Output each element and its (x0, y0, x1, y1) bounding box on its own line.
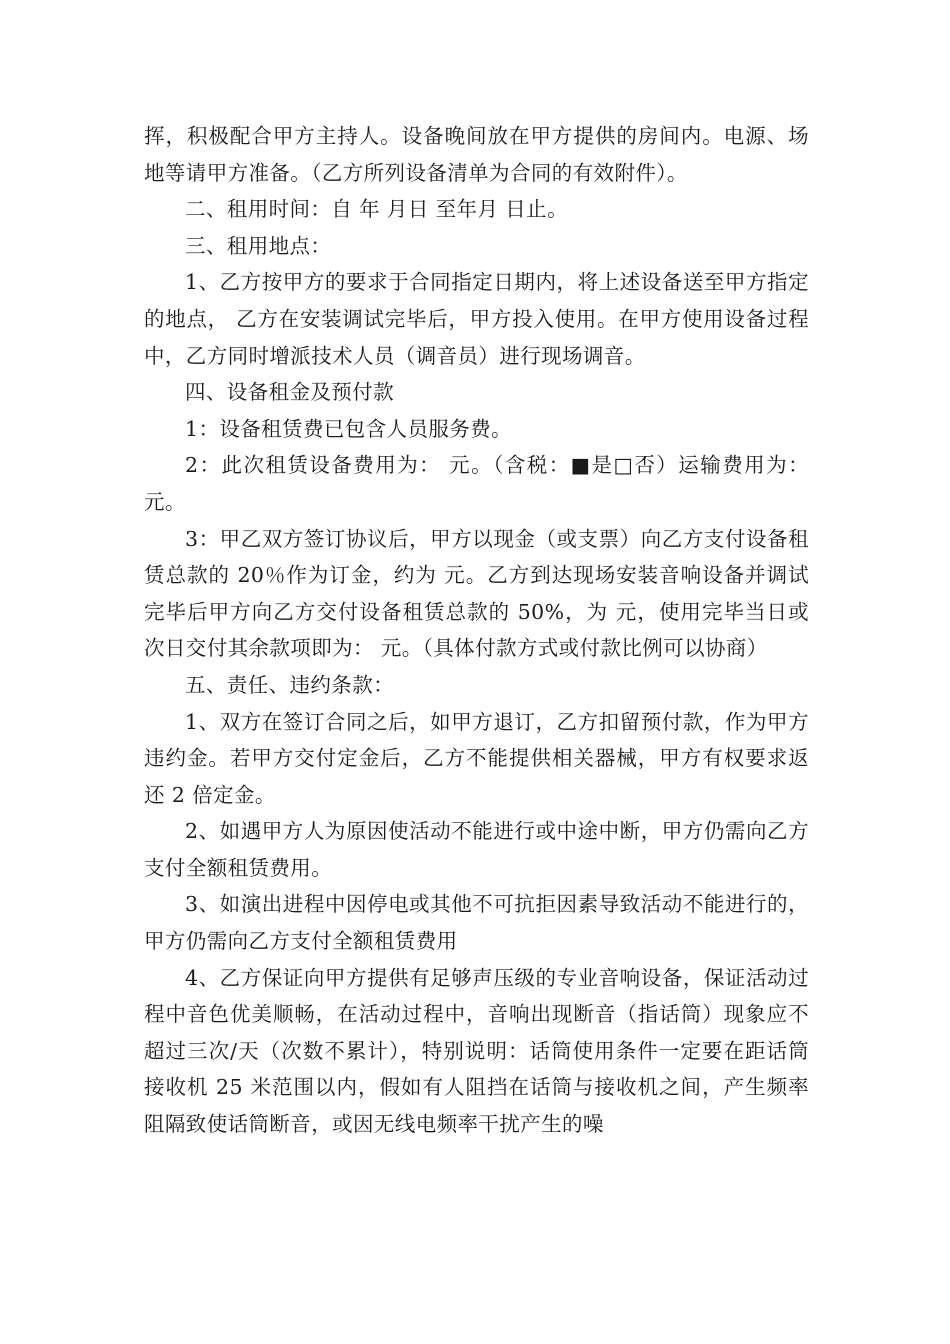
paragraph-force-majeure: 3、如演出进程中因停电或其他不可抗拒因素导致活动不能进行的， 甲方仍需向乙方支付全额租赁费用 (144, 892, 809, 954)
paragraph-sound-quality: 4、乙方保证向甲方提供有足够声压级的专业音响设备，保证活动过程中音色优美顺畅，在活动过程中，音响出现断音（指话筒）现象应不超过三次/天（次数不累计），特别说明：话筒使用条件一定要在距话筒接收机 25 米范围以内，假如有人阻挡在话筒与接收机之间，产生频率阻隔致使话筒断音，或因无线电频率干扰产生的噪 (144, 965, 809, 1137)
document-body (144, 118, 809, 1143)
heading-rental-location: 三、租用地点： (185, 233, 332, 258)
paragraph-delivery-installation: 1、乙方按甲方的要求于合同指定日期内，将上述设备送至甲方指定的地点， 乙方在安装调试完毕后，甲方投入使用。在甲方使用设备过程中，乙方同时增派技术人员（调音员）进行现场调音。 (144, 270, 809, 368)
paragraph-payment-terms: 3：甲乙双方签订协议后，甲方以现金（或支票）向乙方支付设备租赁总款的 20％作为订金，约为 元。乙方到达现场安装音响设备并调试完毕后甲方向乙方交付设备租赁总款的 50%，为 元，使用完毕当日或次日交付其余款项即为： 元。（具体付款方式或付款比例可以协商） (144, 526, 809, 661)
paragraph-rental-period: 二、租用时间：自 年 月日 至年月 日止。 (185, 197, 568, 222)
paragraph-equipment-note: 挥，积极配合甲方主持人。设备晚间放在甲方提供的房间内。电源、场地等请甲方准备。（乙方所列设备清单为合同的有效附件）。 (144, 124, 809, 185)
paragraph-interruption: 2、如遇甲方人为原因使活动不能进行或中途中断，甲方仍需向乙方支付全额租赁费用。 (144, 819, 809, 880)
heading-rent-prepayment: 四、设备租金及预付款 (185, 380, 394, 405)
paragraph-service-fee: 1：设备租赁费已包含人员服务费。 (185, 416, 512, 441)
paragraph-rental-cost: 2：此次租赁设备费用为： 元。（含税：■是□否）运输费用为：元。 (144, 453, 809, 514)
heading-liability-breach: 五、责任、违约条款： (185, 672, 394, 697)
paragraph-cancellation: 1、双方在签订合同之后，如甲方退订，乙方扣留预付款，作为甲方违约金。若甲方交付定金后，乙方不能提供相关器械，甲方有权要求返还 2 倍定金。 (144, 709, 809, 807)
